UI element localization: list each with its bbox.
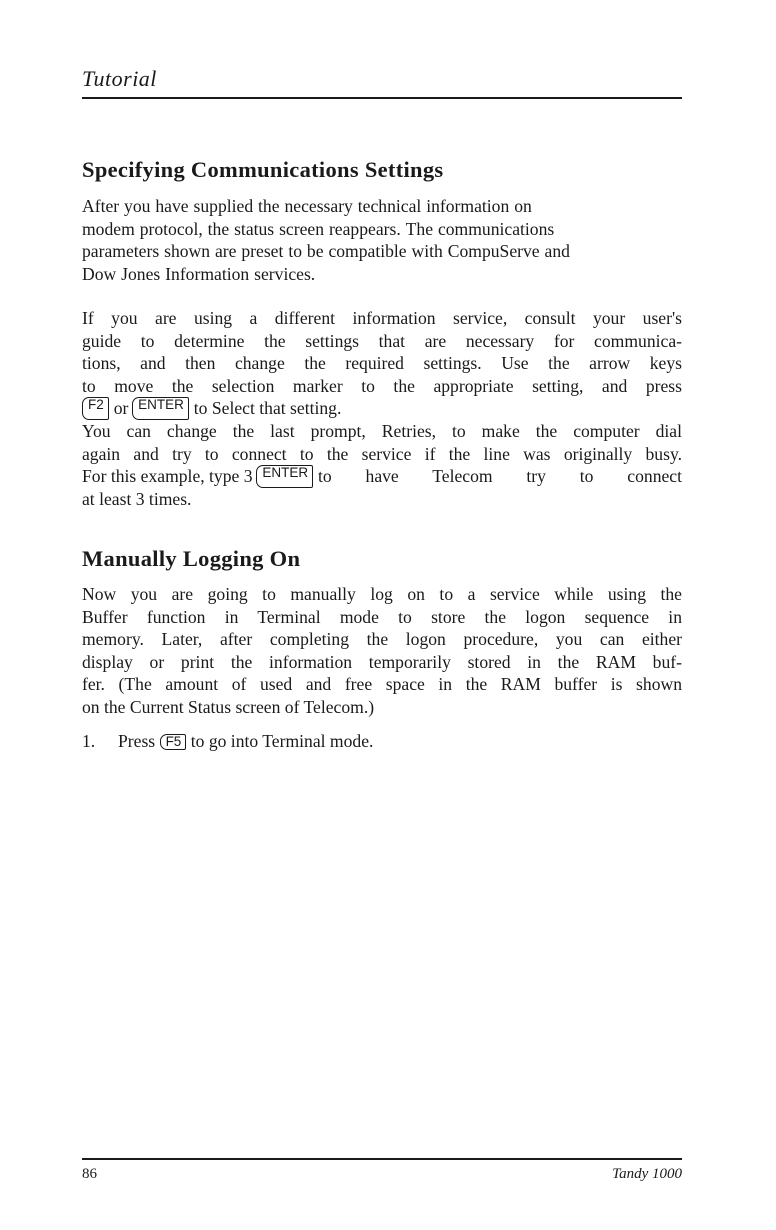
word: supplied xyxy=(193,196,254,216)
word: protocol, xyxy=(139,218,203,239)
word: After xyxy=(82,196,120,216)
paragraph-logging-on xyxy=(82,583,682,719)
word: information xyxy=(426,196,510,216)
text-line-content: You can change the last prompt, Retries, to make the computer dial xyxy=(82,421,682,441)
paragraph-different-service xyxy=(82,307,682,420)
text-line-content: Buffer function in Terminal mode to store the logon sequence in xyxy=(82,606,682,627)
word: Information xyxy=(165,263,250,284)
text-line xyxy=(82,307,682,330)
text-line-content: to have Telecom try to connect xyxy=(318,466,682,487)
word: compatible xyxy=(328,241,407,262)
text-line xyxy=(82,606,682,629)
text-line xyxy=(82,465,682,488)
word: shown xyxy=(164,241,211,262)
text-line xyxy=(82,375,682,398)
step-text: Press xyxy=(118,731,156,751)
text-line-content: again and try to connect to the service if the line was originally busy. xyxy=(82,443,682,464)
text-line-content: For this example, type 3 xyxy=(82,466,253,487)
footer-rule xyxy=(82,1158,682,1160)
text-line-content: tions, and then change the required settings. Use the arrow keys xyxy=(82,353,682,374)
running-head-title: Tutorial xyxy=(82,66,157,91)
text-line-content: guide to determine the settings that are necessary for communica- xyxy=(82,330,682,351)
word: with xyxy=(411,241,443,262)
or-text: or xyxy=(113,398,129,419)
step-text: to go into Terminal mode. xyxy=(190,731,374,751)
word: the xyxy=(207,218,230,239)
word: Dow xyxy=(82,263,117,284)
word: the xyxy=(258,196,280,216)
word: CompuServe xyxy=(447,241,540,262)
text-line-content: display or print the information temporarily stored in the RAM buf- xyxy=(82,651,682,672)
word: The xyxy=(405,218,434,239)
word: modem xyxy=(82,218,135,239)
text-line xyxy=(82,263,682,286)
step-number: 1. xyxy=(82,731,96,751)
text-line-content: If you are using a different information service, consult your user's xyxy=(82,308,682,328)
text-line xyxy=(82,583,682,606)
text-line xyxy=(82,673,682,696)
word: Jones xyxy=(121,263,161,284)
paragraph-retries xyxy=(82,420,682,510)
text-line xyxy=(82,443,682,466)
text-line-content: fer. (The amount of used and free space in the RAM buffer is shown xyxy=(82,674,682,695)
step-1 xyxy=(82,730,373,753)
word: and xyxy=(544,241,570,262)
text-line xyxy=(82,488,682,511)
word: preset xyxy=(241,241,284,262)
word: screen xyxy=(279,218,325,239)
text-line-content: at least 3 times. xyxy=(82,488,192,509)
f2-key-icon: F2 xyxy=(82,397,109,420)
text-line xyxy=(82,696,682,719)
section-heading-manually-logging-on: Manually Logging On xyxy=(82,546,301,571)
paragraph-settings-intro xyxy=(82,195,682,285)
word: technical xyxy=(357,196,422,216)
word: have xyxy=(155,196,189,216)
word: communications xyxy=(437,218,555,239)
word: are xyxy=(214,241,237,262)
text-line-content: to move the selection marker to the appropriate setting, and press xyxy=(82,375,682,396)
word: parameters xyxy=(82,241,160,262)
manual-page xyxy=(82,0,682,1230)
text-line xyxy=(82,218,682,241)
text-line xyxy=(82,195,682,218)
word: reappears. xyxy=(328,218,401,239)
section-heading-communications-settings: Specifying Communications Settings xyxy=(82,157,444,182)
text-line xyxy=(82,330,682,353)
text-line xyxy=(82,240,682,263)
text-line xyxy=(82,651,682,674)
f5-key-icon: F5 xyxy=(160,734,187,750)
word: be xyxy=(306,241,324,262)
page-number: 86 xyxy=(82,1166,97,1182)
enter-key-icon: ENTER xyxy=(132,397,189,420)
word: you xyxy=(124,196,151,216)
enter-key-icon: ENTER xyxy=(256,465,313,488)
text-line-content: Now you are going to manually log on to a service while using the xyxy=(82,584,682,604)
word: to xyxy=(288,241,302,262)
text-line-content: memory. Later, after completing the logon procedure, you can either xyxy=(82,629,682,650)
text-line xyxy=(82,397,682,420)
word: services. xyxy=(254,263,316,284)
text-line-content: on the Current Status screen of Telecom.) xyxy=(82,696,375,717)
text-line xyxy=(82,352,682,375)
text-line xyxy=(82,420,682,443)
word: necessary xyxy=(284,196,353,216)
word: status xyxy=(234,218,275,239)
word: on xyxy=(514,196,532,216)
text-line xyxy=(82,628,682,651)
footer-book-title: Tandy 1000 xyxy=(612,1166,682,1182)
header-rule xyxy=(82,97,682,99)
text-line-content: to Select that setting. xyxy=(193,398,342,419)
